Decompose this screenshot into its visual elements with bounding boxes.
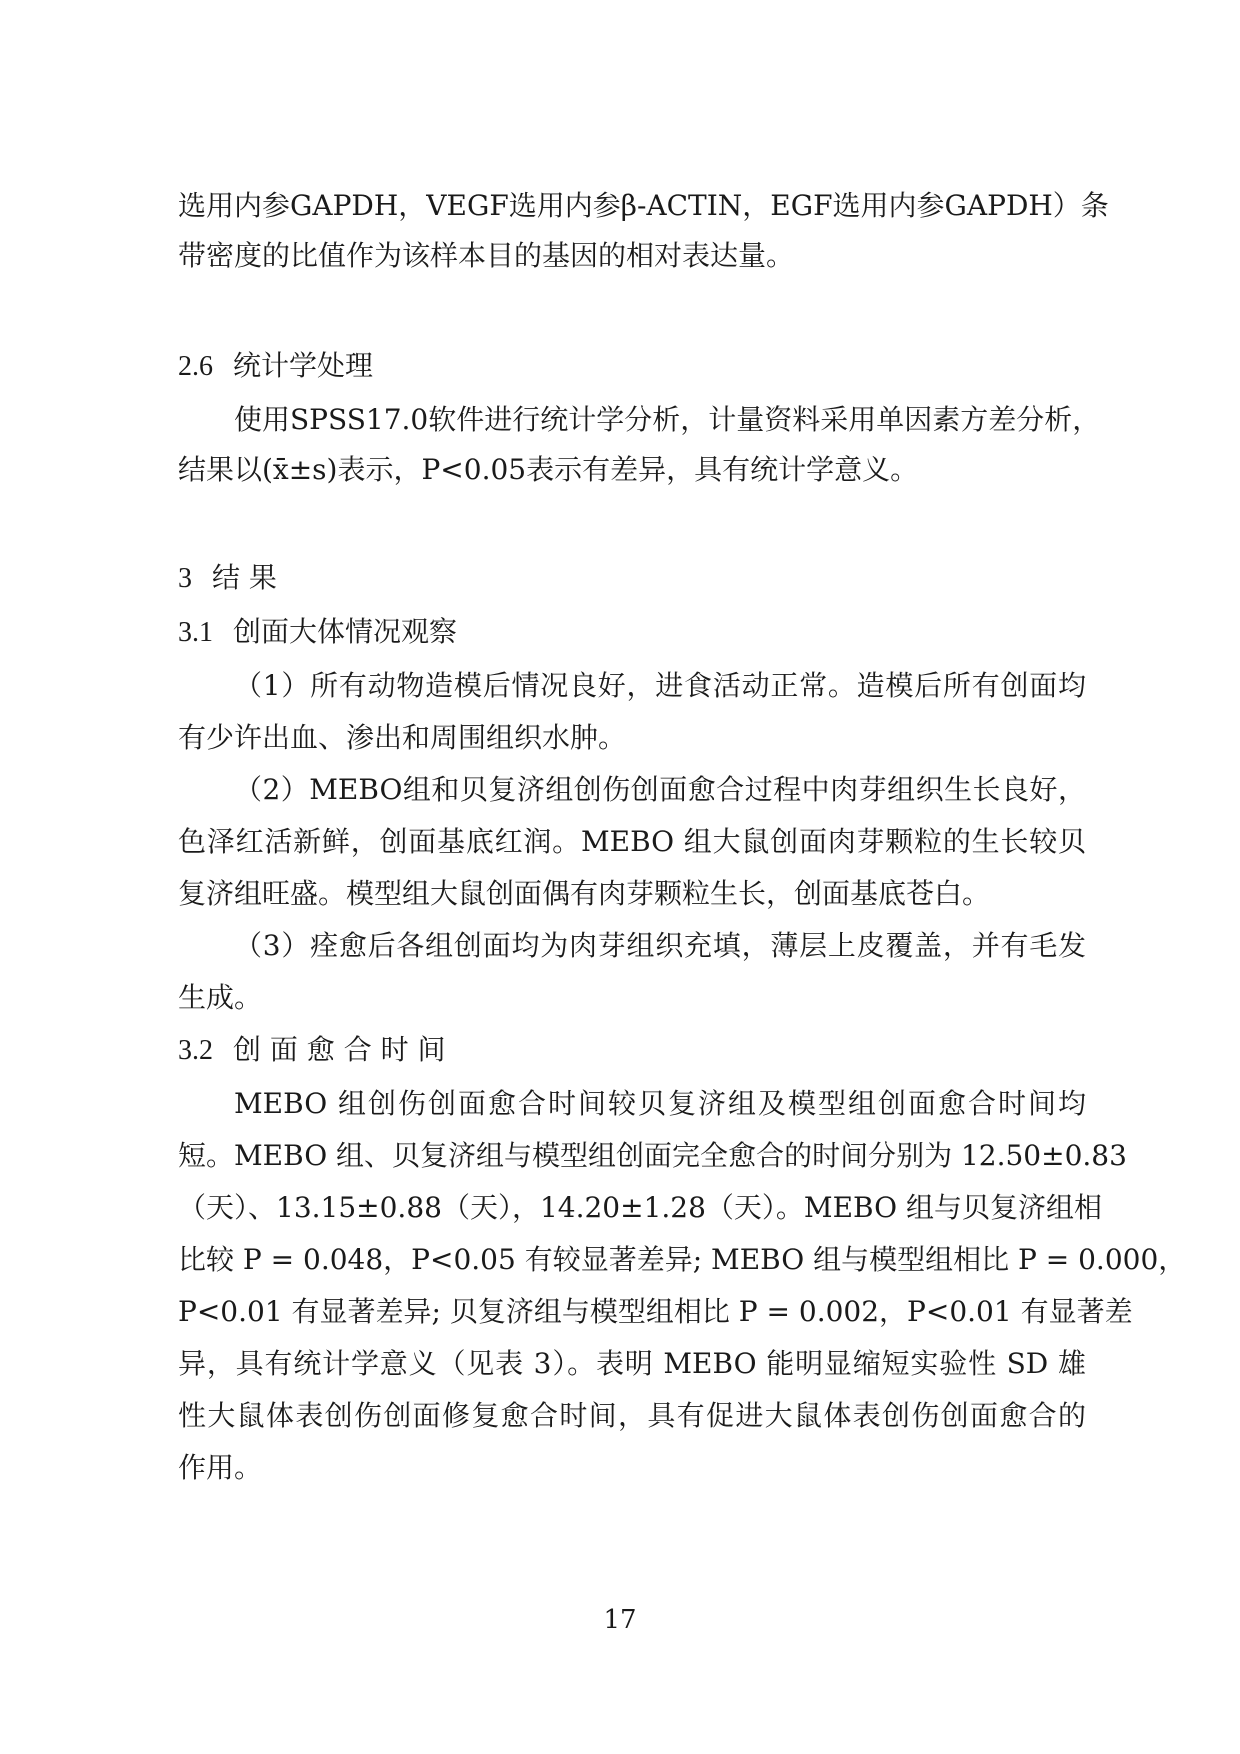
section-title: 创 面 愈 合 时 间 xyxy=(233,1033,446,1066)
s32-line: （天）、13.15±0.88（天），14.20±1.28（天）。MEBO 组与贝复济组相 xyxy=(178,1191,1102,1224)
s26-paragraph-line-2: 结果以(x̄±s)表示，P<0.05表示有差异，具有统计学意义。 xyxy=(178,453,919,486)
s32-line: MEBO 组创伤创面愈合时间较贝复济组及模型组创面愈合时间均 xyxy=(234,1087,1086,1120)
s32-line: P<0.01 有显著差异; 贝复济组与模型组相比 P = 0.002，P<0.01 有显著差 xyxy=(178,1295,1133,1328)
s31-line: （1）所有动物造模后情况良好，进食活动正常。造模后所有创面均 xyxy=(234,669,1086,702)
s32-line: 性大鼠体表创伤创面修复愈合时间，具有促进大鼠体表创伤创面愈合的 xyxy=(178,1399,1086,1432)
intro-line-1: 选用内参GAPDH，VEGF选用内参β-ACTIN，EGF选用内参GAPDH）条 xyxy=(178,189,1109,222)
s32-line: 短。MEBO 组、贝复济组与模型组创面完全愈合的时间分别为 12.50±0.83 xyxy=(178,1139,1127,1172)
section-title: 结 果 xyxy=(212,561,277,594)
section-number: 3.2 xyxy=(178,1035,213,1066)
s32-line: 异，具有统计学意义（见表 3）。表明 MEBO 能明显缩短实验性 SD 雄 xyxy=(178,1347,1086,1380)
s31-line: 色泽红活新鲜，创面基底红润。MEBO 组大鼠创面肉芽颗粒的生长较贝 xyxy=(178,825,1086,858)
section-3-heading xyxy=(178,558,1086,598)
section-3-2-heading xyxy=(178,1030,1086,1070)
s31-line: 有少许出血、渗出和周围组织水肿。 xyxy=(178,721,627,754)
section-title: 统计学处理 xyxy=(233,349,374,382)
s32-line: 比较 P = 0.048，P<0.05 有较显著差异; MEBO 组与模型组相比 P = 0.000， xyxy=(178,1243,1187,1276)
s31-line: （2）MEBO组和贝复济组创伤创面愈合过程中肉芽组织生长良好， xyxy=(234,773,1086,806)
intro-line-2: 带密度的比值作为该样本目的基因的相对表达量。 xyxy=(178,239,795,272)
s31-line: 生成。 xyxy=(178,981,263,1014)
section-title: 创面大体情况观察 xyxy=(233,615,458,648)
section-number: 3 xyxy=(178,563,192,594)
section-number: 2.6 xyxy=(178,351,213,382)
s32-line: 作用。 xyxy=(178,1451,263,1484)
section-3-1-heading xyxy=(178,612,1086,652)
s31-line: 复济组旺盛。模型组大鼠创面偶有肉芽颗粒生长，创面基底苍白。 xyxy=(178,877,991,910)
s26-paragraph-line-1: 使用SPSS17.0软件进行统计学分析，计量资料采用单因素方差分析， xyxy=(234,403,1101,436)
s31-line: （3）痊愈后各组创面均为肉芽组织充填，薄层上皮覆盖，并有毛发 xyxy=(234,929,1086,962)
page-number: 17 xyxy=(603,1605,637,1635)
section-2-6-heading xyxy=(178,346,1086,386)
section-number: 3.1 xyxy=(178,617,213,648)
